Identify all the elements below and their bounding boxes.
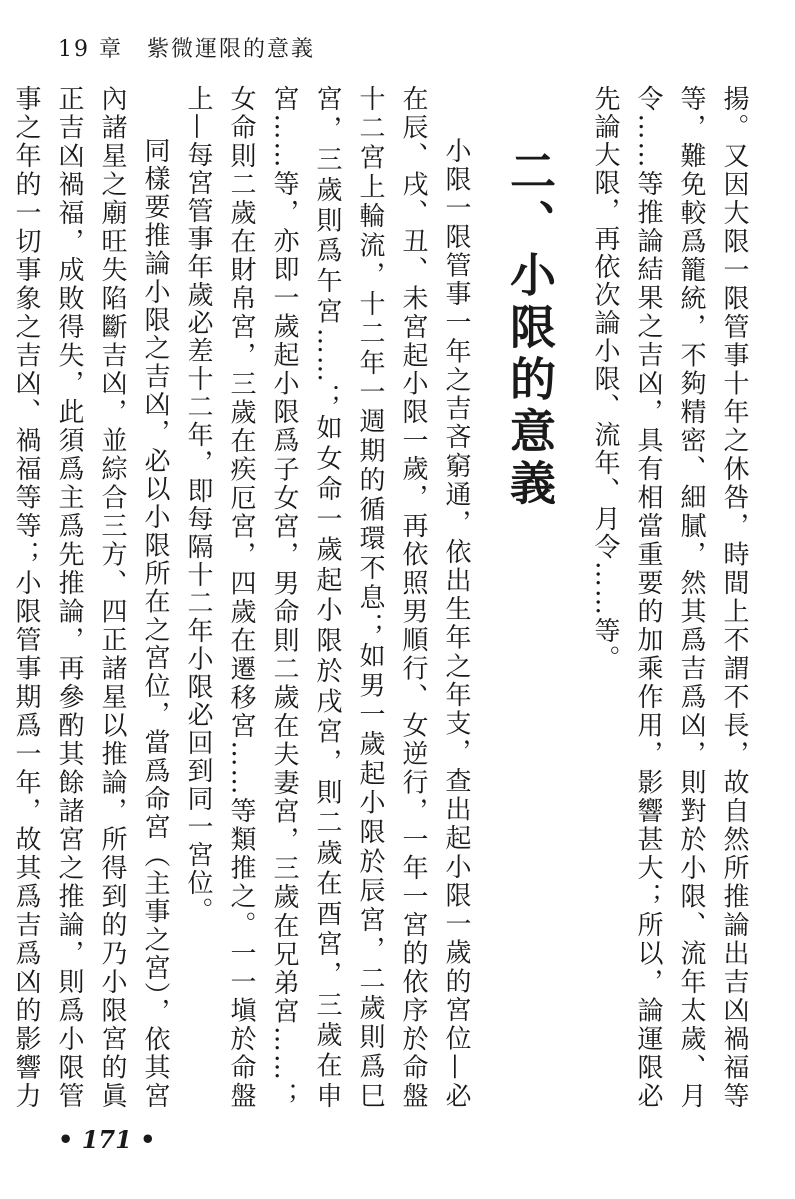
running-header: 19 章 紫微運限的意義 [58,37,315,62]
body-text [11,85,755,1110]
continuation-paragraph: 揚。又因大限一限管事十年之休咎，時間上不謂不長，故自然所推論出吉凶禍福等等，難免較爲籠統，不夠精密、細膩，然其爲吉爲凶，則對於小限、流年太歲、月令……等推論結果之吉凶，具有相當重要的加乘作用，影響甚大；所以，論運限必先論大限，再依次論小限、流年、月令……等。 [590,85,749,1110]
section-heading: 二、小限的意義 [503,147,557,511]
page-number: • 171 • [58,1125,156,1154]
paragraph-2: 同樣要推論小限之吉凶，必以小限所在之宮位，當爲命宮（主事之宮），依其宮內諸星之廟旺失陷斷吉凶，並綜合三方、四正諸星以推論，所得到的乃小限宮的眞正吉凶禍福，成敗得失，此須爲主爲先推論，再參酌其餘諸宮之推論，則爲小限管事之年的一切事象之吉凶、禍福等等；小限管事期爲一年，故其爲吉爲凶的影響力 [11,85,170,1110]
paragraph-1: 小限一限管事一年之吉吝窮通，依出生年之年支，查出起小限一歲的宮位—必在辰、戌、丑、未宮起小限一歲，再依照男順行、女逆行，一年一宮的依序於命盤十二宮上輪流，十二年一週期的循環不息；如男一歲起小限於辰宮，二歲則爲巳宮，三歲則爲午宮……；如女命一歲起小限於戌宮，則二歲在酉宮，三歲在申宮……等，亦即一歲起小限爲子女宮，男命則二歲在夫妻宮，三歲在兄弟宮……；女命則二歲在財帛宮，三歲在疾厄宮，四歲在遷移宮……等類推之。一一塡於命盤上—每宮管事年歲必差十二年，即每隔十二年小限必回到同一宮位。 [183,85,471,1110]
